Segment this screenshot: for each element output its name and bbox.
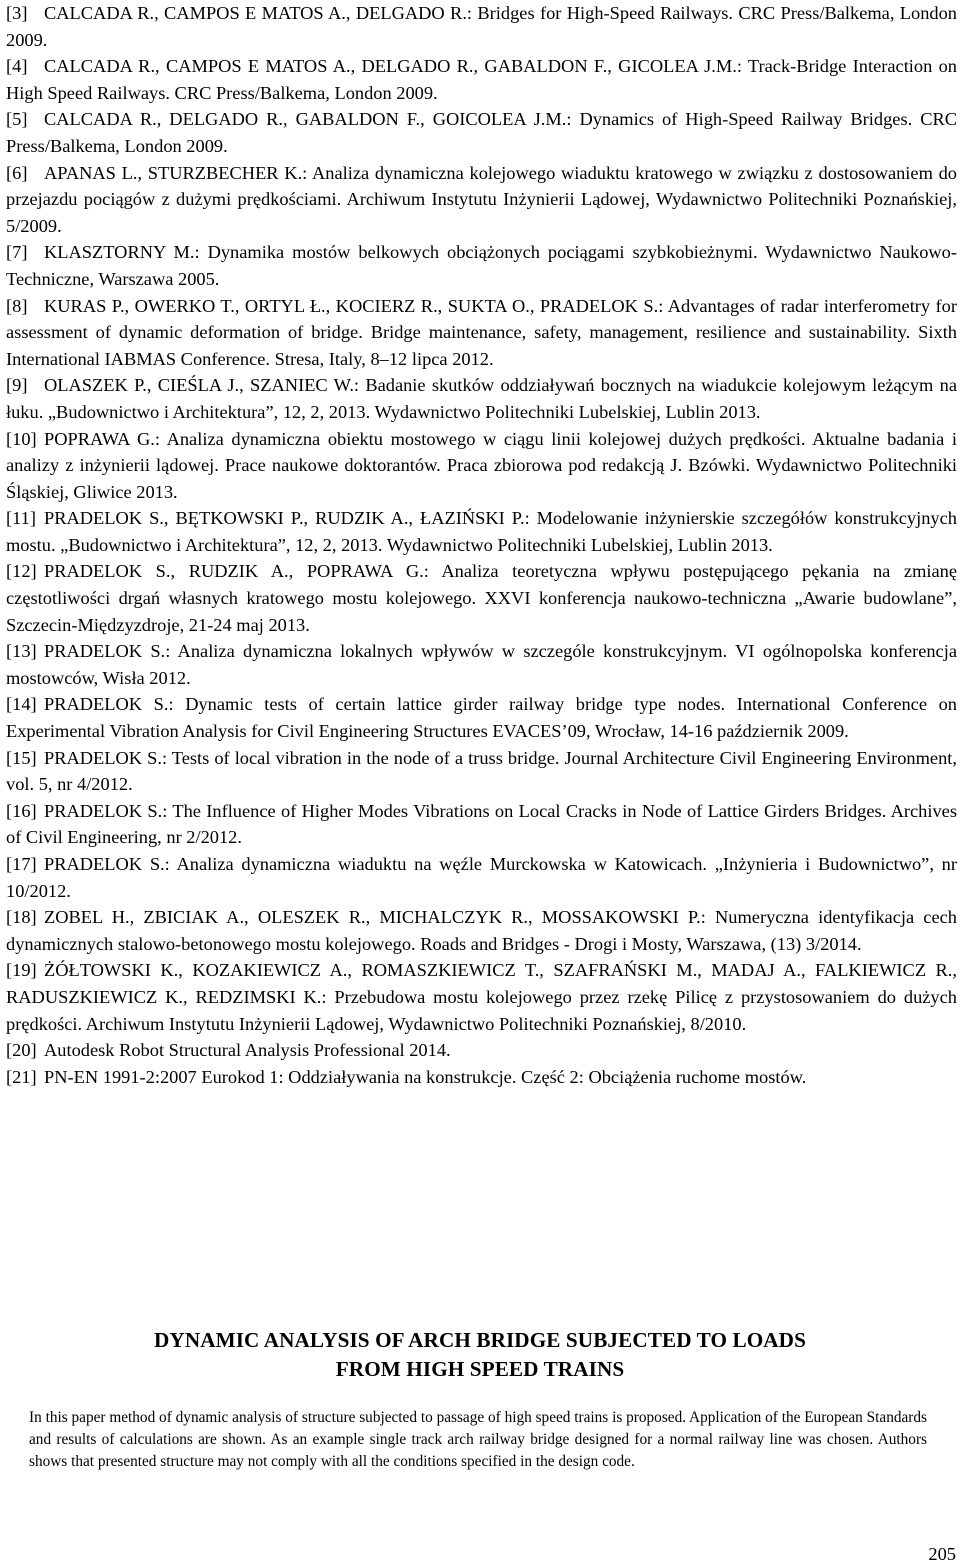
reference-text: OLASZEK P., CIEŚLA J., SZANIEC W.: Badanie skutków oddziaływań bocznych na wiadukcie kolejowym leżącym na łuku. „Budownictwo i Architektura”, 12, 2, 2013. Wydawnictwo Politechniki Lubelskiej, Lublin 2013. [6,375,957,422]
reference-list [6,0,957,1144]
reference-text: ŻÓŁTOWSKI K., KOZAKIEWICZ A., ROMASZKIEWICZ T., SZAFRAŃSKI M., MADAJ A., FALKIEWICZ R., RADUSZKIEWICZ K., REDZIMSKI K.: Przebudowa mostu kolejowego przez rzekę Pilicę z przystosowaniem do dużych prędkości. Archiwum Instytutu Inżynierii Lądowej, Wydawnictwo Politechniki Poznańskiej, 8/2010. [6,960,957,1034]
reference-text: PRADELOK S.: The Influence of Higher Modes Vibrations on Local Cracks in Node of Lattice Girders Bridges. Archives of Civil Engineering, nr 2/2012. [6,800,957,848]
reference-number: [5] [6,109,28,130]
reference-item [6,293,957,373]
reference-text: APANAS L., STURZBECHER K.: Analiza dynamiczna kolejowego wiaduktu kratowego w związku z dostosowaniem do przejazdu pociągów z dużymi prędkościami. Archiwum Instytutu Inżynierii Lądowej, Wydawnictwo Politechniki Poznańskiej, 5/2009. [6,162,957,236]
reference-number: [10] [6,428,37,449]
reference-text: PRADELOK S.: Analiza dynamiczna wiaduktu na węźle Murckowska w Katowicach. „Inżynieria i Budownictwo”, nr 10/2012. [6,854,957,901]
reference-number: [12] [6,561,37,582]
reference-item [6,505,957,558]
reference-number: [20] [6,1040,37,1061]
reference-number: [21] [6,1066,37,1087]
reference-text: PRADELOK S.: Tests of local vibration in the node of a truss bridge. Journal Architecture Civil Engineering Environment, vol. 5, nr 4/2012. [6,747,957,795]
reference-text: PRADELOK S., RUDZIK A., POPRAWA G.: Analiza teoretyczna wpływu postępującego pękania na zmianę częstotliwości drgań własnych kratowego mostu kolejowego. XXVI konferencja naukowo-techniczna „Awarie budowlane”, Szczecin-Międzyzdroje, 21-24 maj 2013. [6,561,957,635]
reference-item [6,106,957,159]
reference-item [6,1090,957,1117]
reference-item [6,745,957,798]
reference-number: [9] [6,375,28,396]
reference-text: PRADELOK S.: Analiza dynamiczna lokalnych wpływów w szczególe konstrukcyjnym. VI ogólnopolska konferencja mostowców, Wisła 2012. [6,641,957,688]
reference-item [6,691,957,744]
reference-number: [3] [6,3,28,23]
reference-number: [17] [6,854,37,874]
reference-item [6,1037,957,1064]
reference-item [6,0,957,53]
reference-item [6,798,957,851]
paper-title-line-1: DYNAMIC ANALYSIS OF ARCH BRIDGE SUBJECTED TO LOADS [154,1328,806,1352]
reference-number: [6] [6,162,28,183]
reference-number: [14] [6,694,37,715]
reference-item [6,239,957,292]
reference-number: [18] [6,907,37,928]
reference-text: KLASZTORNY M.: Dynamika mostów belkowych obciążonych pociągami szybkobieżnymi. Wydawnictwo Naukowo-Techniczne, Warszawa 2005. [6,242,957,289]
reference-item [6,160,957,240]
reference-text: CALCADA R., DELGADO R., GABALDON F., GOICOLEA J.M.: Dynamics of High-Speed Railway Bridges. CRC Press/Balkema, London 2009. [6,109,957,156]
reference-item [6,1117,957,1144]
reference-text: Autodesk Robot Structural Analysis Professional 2014. [44,1040,451,1061]
reference-number: [8] [6,295,28,316]
reference-text: CALCADA R., CAMPOS E MATOS A., DELGADO R., GABALDON F., GICOLEA J.M.: Track-Bridge Interaction on High Speed Railways. CRC Press/Balkema, London 2009. [6,56,957,103]
paper-title [0,1326,960,1384]
reference-item [6,372,957,425]
reference-item [6,1064,957,1091]
reference-number: [15] [6,747,37,768]
reference-text: ZOBEL H., ZBICIAK A., OLESZEK R., MICHALCZYK R., MOSSAKOWSKI P.: Numeryczna identyfikacja cech dynamicznych stalowo-betonowego mostu kolejowego. Roads and Bridges - Drogi i Mosty, Warszawa, (13) 3/2014. [6,907,957,954]
reference-number: [19] [6,960,37,981]
page-number: 205 [928,1544,956,1564]
reference-text: PRADELOK S.: Dynamic tests of certain lattice girder railway bridge type nodes. International Conference on Experimental Vibration Analysis for Civil Engineering Structures EVACES’09, Wrocław, 14-16 październik 2009. [6,694,957,742]
paper-title-line-2: FROM HIGH SPEED TRAINS [335,1357,625,1381]
abstract-text: In this paper method of dynamic analysis of structure subjected to passage of high speed trains is proposed. Application of the European Standards and results of calculations are shown. As an example single track arch railway bridge designed for a normal railway line was chosen. Authors shows that presented structure may not comply with all the conditions specified in the design code. [29,1409,927,1470]
reference-number: [4] [6,56,28,77]
reference-item [6,426,957,506]
reference-text: CALCADA R., CAMPOS E MATOS A., DELGADO R.: Bridges for High-Speed Railways. CRC Press/Balkema, London 2009. [6,3,957,50]
reference-item [6,957,957,1037]
reference-text: POPRAWA G.: Analiza dynamiczna obiektu mostowego w ciągu linii kolejowej dużych prędkości. Aktualne badania i analizy z inżynierii lądowej. Prace naukowe doktorantów. Praca zbiorowa pod redakcją J. Bzówki. Wydawnictwo Politechniki Śląskiej, Gliwice 2013. [6,428,957,502]
reference-item [6,851,957,904]
reference-item [6,53,957,106]
reference-number: [16] [6,800,37,821]
reference-text: KURAS P., OWERKO T., ORTYL Ł., KOCIERZ R., SUKTA O., PRADELOK S.: Advantages of radar interferometry for assessment of dynamic deformation of bridge. Bridge maintenance, safety, management, resilience and sustainability. Sixth International IABMAS Conference. Stresa, Italy, 8–12 lipca 2012. [6,295,957,369]
reference-number: [11] [6,508,36,529]
reference-text: PN-EN 1991-2:2007 Eurokod 1: Oddziaływania na konstrukcje. Część 2: Obciążenia ruchome mostów. [44,1066,807,1087]
reference-item [6,558,957,638]
reference-number: [7] [6,242,28,263]
reference-item [6,904,957,957]
reference-number: [13] [6,641,37,662]
reference-item [6,638,957,691]
reference-text: PRADELOK S., BĘTKOWSKI P., RUDZIK A., ŁAZIŃSKI P.: Modelowanie inżynierskie szczegółów konstrukcyjnych mostu. „Budownictwo i Architektura”, 12, 2, 2013. Wydawnictwo Politechniki Lubelskiej, Lublin 2013. [6,508,957,555]
